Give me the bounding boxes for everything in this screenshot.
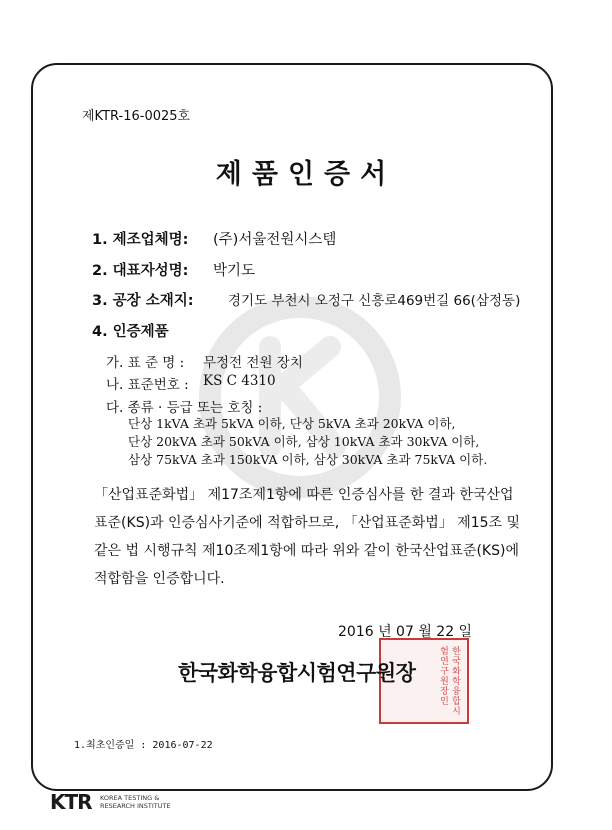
page-title: 제품인증서 — [215, 159, 397, 190]
first-certification-date: 1.최초인증일 : 2016-07-22 — [74, 740, 213, 751]
ktr-logo: KTR — [50, 790, 92, 814]
statement-line: 적합함을 인증합니다. — [94, 571, 225, 587]
field-value-representative: 박기도 — [213, 263, 256, 279]
institute-name-line2: RESEARCH INSTITUTE — [100, 802, 171, 810]
field-label-certified-product: 4. 인증제품 — [92, 324, 169, 340]
standard-number-value: KS C 4310 — [203, 373, 276, 389]
institute-name-line1: KOREA TESTING & — [100, 794, 160, 802]
grade-range-line: 단상 20kVA 초과 50kVA 이하, 삼상 10kVA 초과 30kVA 이하, — [128, 434, 480, 449]
certificate-number: 제KTR-16-0025호 — [82, 109, 191, 124]
statement-line: 같은 법 시행규칙 제10조제1항에 따라 위와 같이 한국산업표준(KS)에 — [94, 543, 519, 559]
field-label-manufacturer: 1. 제조업체명: — [92, 232, 189, 248]
statement-line: 표준(KS)과 인증심사기준에 적합하므로, 「산업표준화법」 제15조 및 — [94, 515, 521, 531]
institute-name — [100, 794, 171, 810]
standard-name-value: 무정전 전원 장치 — [203, 355, 303, 371]
field-label-representative: 2. 대표자성명: — [92, 263, 189, 279]
grade-range-line: 삼상 75kVA 초과 150kVA 이하, 삼상 30kVA 초과 75kVA 이하. — [128, 452, 488, 467]
standard-number-label: 나. 표준번호 : — [106, 377, 189, 393]
grade-range-line: 단상 1kVA 초과 5kVA 이하, 단상 5kVA 초과 20kVA 이하, — [128, 416, 456, 431]
seal-text: 한국화학융합시험연구원장인 — [438, 646, 460, 716]
field-value-manufacturer: (주)서울전원시스템 — [213, 232, 337, 248]
standard-name-label: 가. 표 준 명 : — [106, 355, 185, 371]
grade-label: 다. 종류 · 등급 또는 호칭 : — [106, 400, 263, 416]
issue-date: 2016 년 07 월 22 일 — [338, 624, 473, 640]
issuer-name: 한국화학융합시험연구원장 — [178, 661, 416, 685]
field-label-factory-address: 3. 공장 소재지: — [92, 293, 194, 309]
statement-line: 「산업표준화법」 제17조제1항에 따른 인증심사를 한 결과 한국산업 — [94, 487, 514, 503]
field-value-factory-address: 경기도 부천시 오정구 신흥로469번길 66(삼정동) — [228, 293, 521, 309]
